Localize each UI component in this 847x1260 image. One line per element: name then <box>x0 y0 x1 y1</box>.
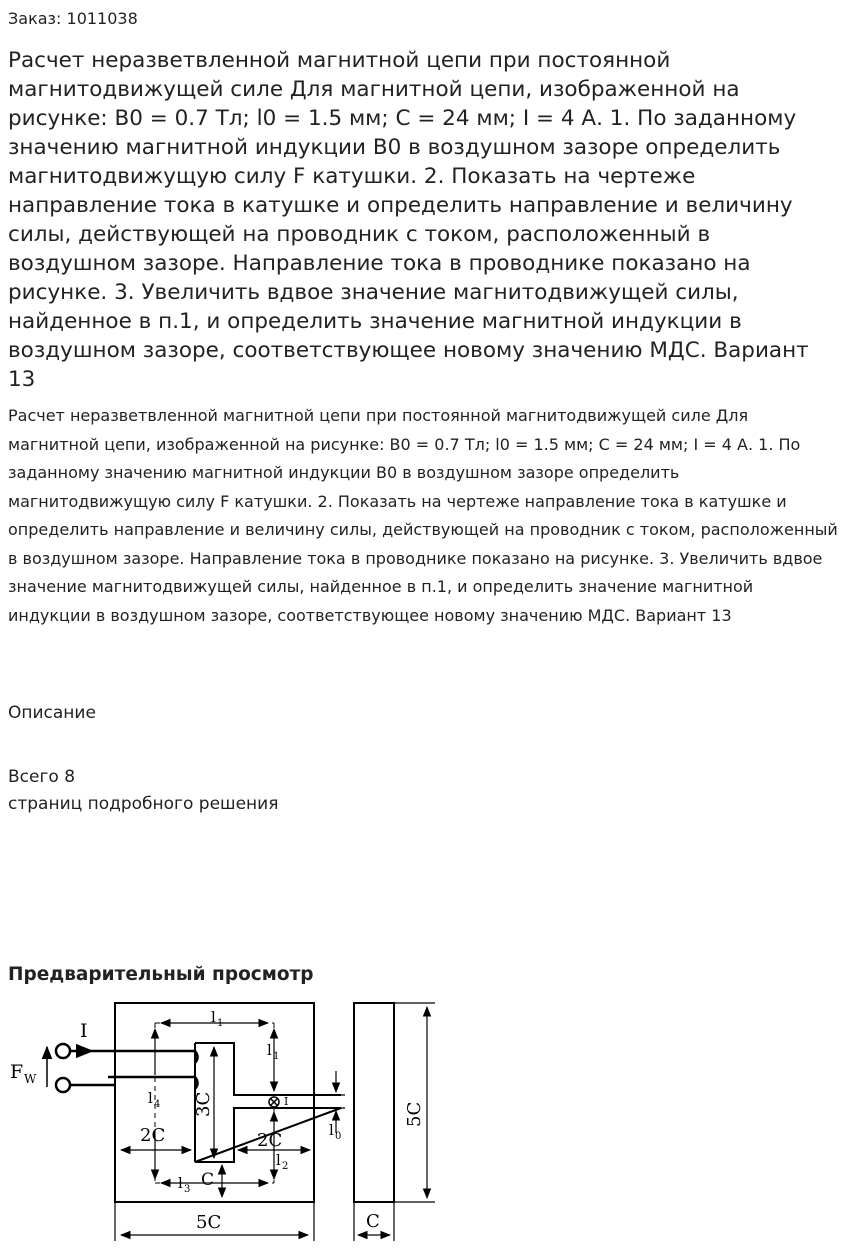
magnetic-circuit-drawing <box>0 995 460 1260</box>
dimension-lines <box>115 1003 435 1241</box>
label-l1-sub: 1 <box>273 1051 280 1062</box>
core-side-view <box>354 1003 394 1202</box>
label-l3: l <box>178 1174 183 1192</box>
label-l0: l <box>329 1121 334 1139</box>
description-text: Расчет неразветвленной магнитной цепи при постоянной магнитодвижущей силе Для магнитной цепи, изображенной на рисунке: B0 = 0.7 Тл; l0 = 1.5 мм; C = 24 мм; I = 4 А. 1. По заданному значению магнитной индукции B0 в воздушном зазоре определить магнитодвижущую силу F катушки. 2. Показать на чертеже направление тока в катушке и определить направление и величину силы, действующей на проводник с током, расположенный в воздушном зазоре. Направление тока в проводнике показано на рисунке. 3. Увеличить вдвое значение магнитодвижущей силы, найденное в п.1, и определить значение магнитной индукции в воздушном зазоре, соответствующее новому значению МДС. Вариант 13 <box>8 406 838 625</box>
page-title: Расчет неразветвленной магнитной цепи при постоянной магнитодвижущей силе Для магнитной цепи, изображенной на рисунке: B0 = 0.7 Тл; l0 = 1.5 мм; C = 24 мм; I = 4 А. 1. По заданному значению магнитной индукции B0 в воздушном зазоре определить магнитодвижущую силу F катушки. 2. Показать на чертеже направление тока в катушке и определить направление и величину силы, действующей на проводник с током, расположенный в воздушном зазоре. Направление тока в проводнике показано на рисунке. 3. Увеличить вдвое значение магнитодвижущей силы, найденное в п.1, и определить значение магнитной индукции в воздушном зазоре, соответствующее новому значению МДС. Вариант 13 <box>8 48 809 392</box>
conductor-symbol <box>269 1097 279 1107</box>
label-l1-top-sub: 1 <box>217 1018 224 1029</box>
label-5c-side: 5C <box>404 1101 425 1127</box>
label-c-side: C <box>366 1211 380 1232</box>
label-fw: F <box>10 1061 24 1083</box>
page-count <box>8 764 278 818</box>
label-l0-sub: 0 <box>335 1131 342 1142</box>
label-current: I <box>80 1020 88 1042</box>
page-count-total: Всего 8 <box>8 767 76 787</box>
label-l1-top: l <box>211 1008 216 1026</box>
label-l3-sub: 3 <box>184 1184 191 1195</box>
label-l4-sub: 4 <box>154 1099 161 1110</box>
label-2c-right: 2C <box>257 1130 283 1151</box>
label-fw-sub: W <box>24 1072 37 1086</box>
label-5c-bottom: 5C <box>196 1212 222 1233</box>
label-l2: l <box>276 1151 281 1169</box>
description-heading: Описание <box>8 703 96 723</box>
label-3c: 3C <box>193 1091 214 1117</box>
label-l4: l <box>148 1089 153 1107</box>
label-2c-left: 2C <box>140 1125 166 1146</box>
page-count-caption: страниц подробного решения <box>8 794 279 814</box>
label-c-small: C <box>201 1170 215 1190</box>
label-conductor: I <box>284 1095 289 1108</box>
order-number: Заказ: 1011038 <box>8 9 138 28</box>
label-l2-sub: 2 <box>282 1161 289 1172</box>
label-l1: l <box>267 1041 272 1059</box>
preview-heading: Предварительный просмотр <box>8 964 314 985</box>
